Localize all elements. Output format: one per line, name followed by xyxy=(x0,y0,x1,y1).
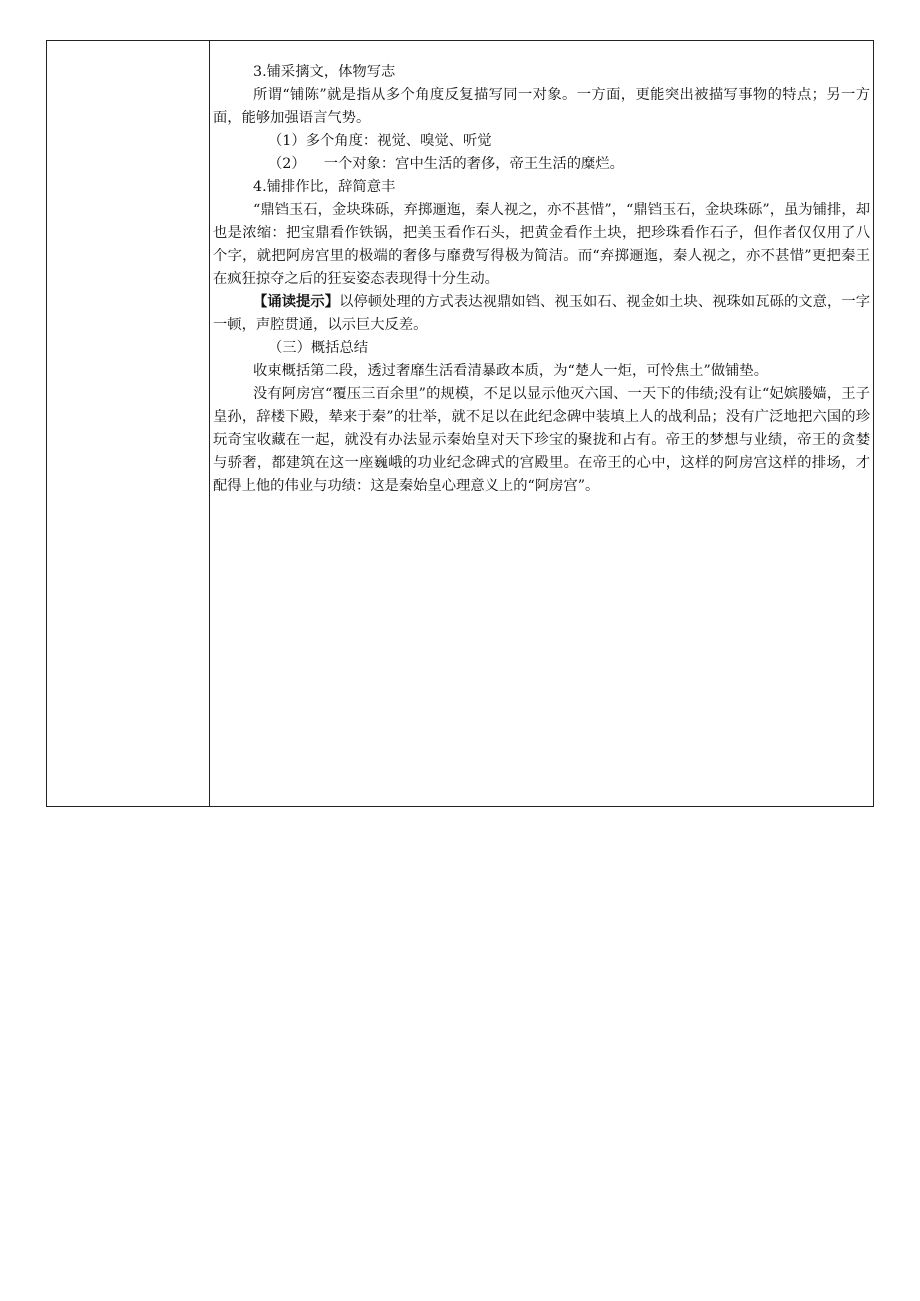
list-item-object xyxy=(213,153,870,176)
paragraph-summary-2: 没有阿房宫“覆压三百余里”的规模，不足以显示他灭六国、一天下的伟绩;没有让“妃嫔媵嫱，王子皇孙，辞楼下殿，辇来于秦”的壮举，就不足以在此纪念碑中装填上人的战利品；没有广泛地把六国的珍玩奇宝收藏在一起，就没有办法显示秦始皇对天下珍宝的聚拢和占有。帝王的梦想与业绩，帝王的贪婪与骄奢，都建筑在这一座巍峨的功业纪念碑式的宫殿里。在帝王的心中，这样的阿房宫这样的排场，才配得上他的伟业与功绩：这是秦始皇心理意义上的“阿房宫”。 xyxy=(213,386,870,494)
paragraph-summary-1: 收束概括第二段，透过奢靡生活看清暴政本质，为“楚人一炬，可怜焦土”做铺垫。 xyxy=(253,363,769,379)
section-heading-4: 4.铺排作比，辞简意丰 xyxy=(253,179,396,195)
list-item-number: （2） xyxy=(268,156,306,172)
list-item-text: 一个对象：宫中生活的奢侈，帝王生活的糜烂。 xyxy=(323,156,624,172)
paragraph-reading-tip xyxy=(213,291,870,337)
left-column-cell xyxy=(47,41,210,806)
paragraph-dingcheng: “鼎铛玉石，金块珠砾，弃掷逦迤，秦人视之，亦不甚惜”，“鼎铛玉石，金块珠砾”，虽为铺排，却也是浓缩：把宝鼎看作铁锅，把美玉看作石头，把黄金看作土块，把珍珠看作石子，但作者仅仅用了八个字，就把阿房宫里的极端的奢侈与靡费写得极为简洁。而“弃掷逦迤，秦人视之，亦不甚惜”更把秦王在疯狂掠夺之后的狂妄姿态表现得十分生动。 xyxy=(213,202,870,287)
reading-tip-label: 【诵读提示】 xyxy=(253,294,340,310)
paragraph-puchen: 所谓“铺陈”就是指从多个角度反复描写同一对象。一方面，更能突出被描写事物的特点；另一方面，能够加强语言气势。 xyxy=(213,87,870,126)
reading-tip-text: 以停顿处理的方式表达视鼎如铛、视玉如石、视金如土块、视珠如瓦砾的文意，一字一顿，声腔贯通，以示巨大反差。 xyxy=(213,294,871,333)
section-heading-3: 3.铺采摛文，体物写志 xyxy=(253,64,396,80)
list-item-angles: （1）多个角度：视觉、嗅觉、听觉 xyxy=(268,133,492,149)
content-table xyxy=(46,40,874,807)
section-heading-summary: （三）概括总结 xyxy=(268,340,369,356)
right-column-cell xyxy=(210,41,873,806)
